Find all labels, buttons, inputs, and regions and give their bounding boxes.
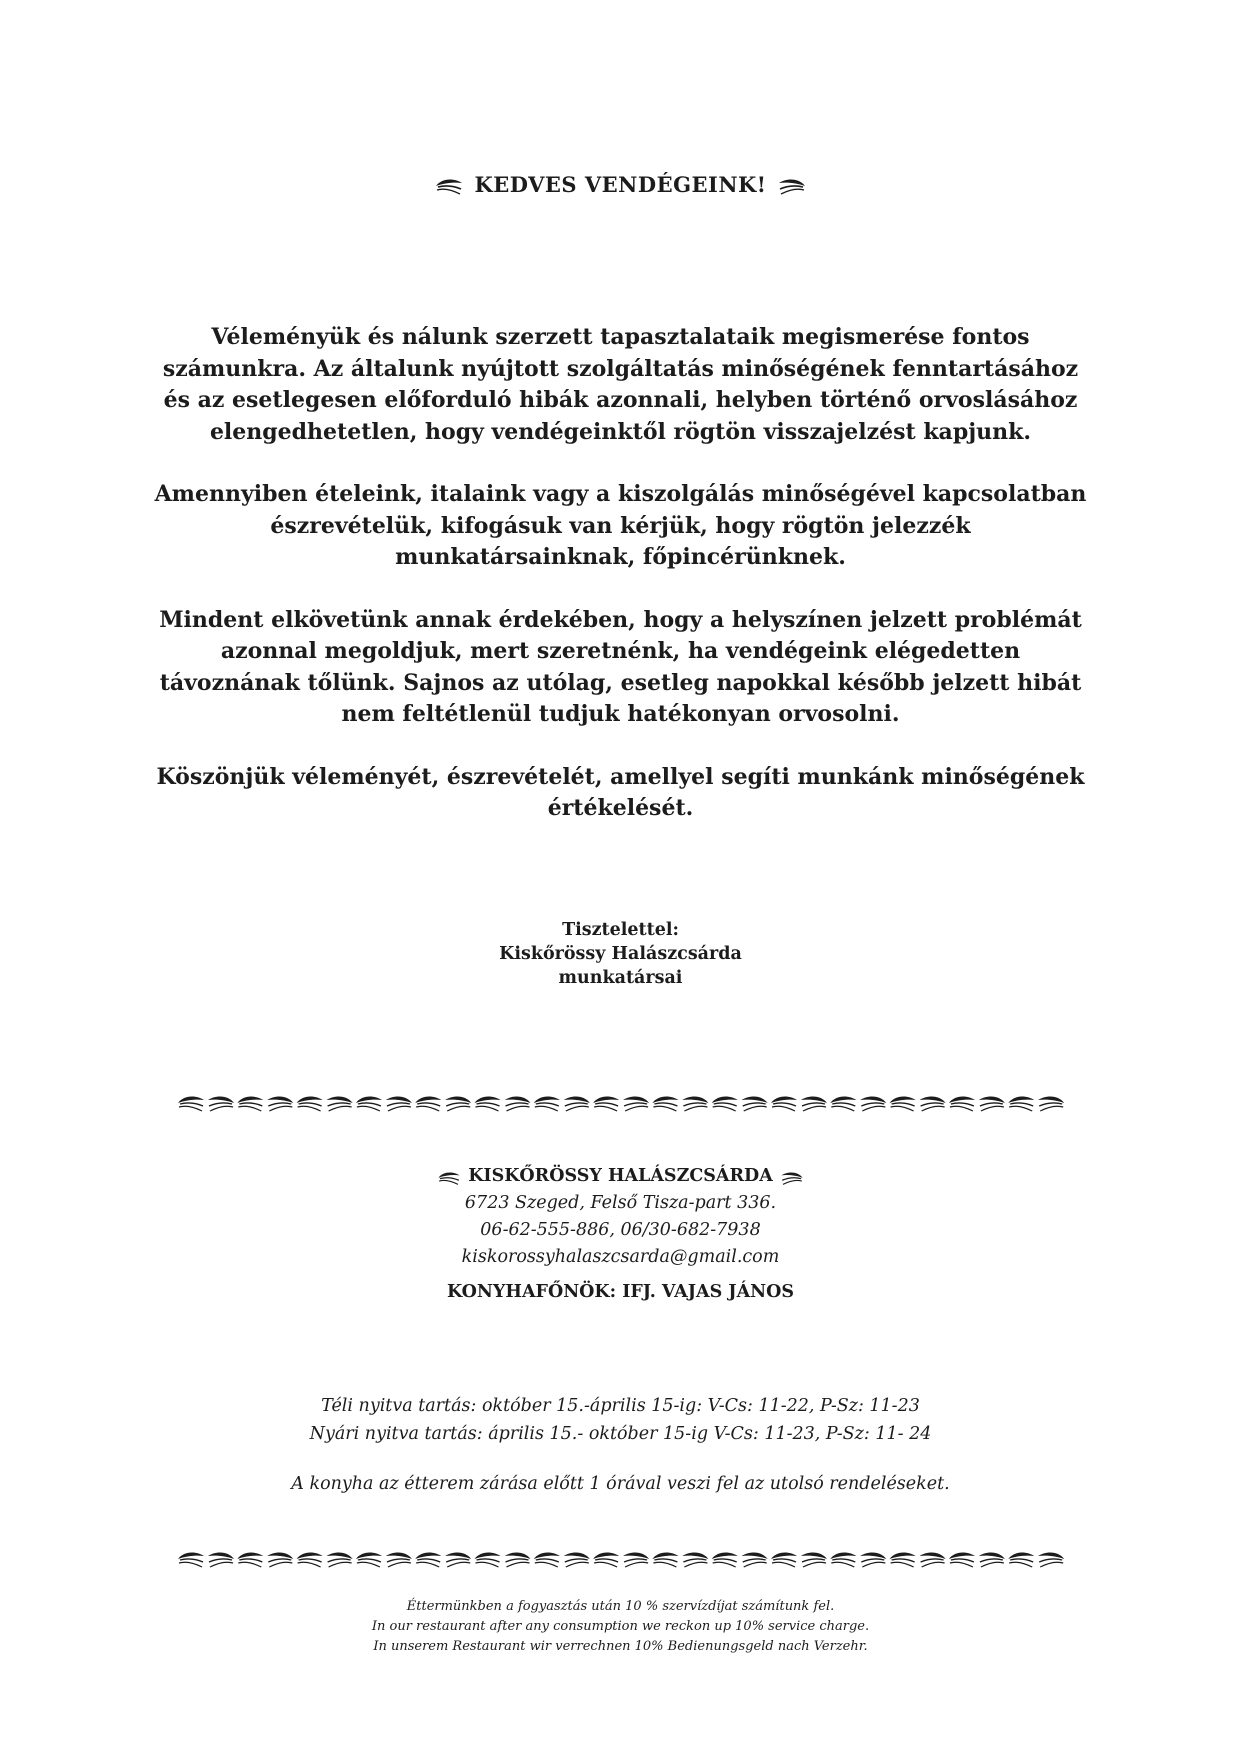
address: 6723 Szeged, Felső Tisza-part 336.: [464, 1193, 777, 1213]
service-charge-hu: Éttermünkben a fogyasztás után 10 % szervízdíjat számítunk fel.: [406, 1599, 835, 1614]
head-chef: KONYHAFŐNÖK: IFJ. VAJAS JÁNOS: [446, 1282, 795, 1302]
kitchen-note: A konyha az étterem zárása előtt 1 órával veszi fel az utolsó rendeléseket.: [291, 1474, 950, 1494]
signature-staff: munkatársai: [558, 968, 683, 988]
guest-message: [150, 322, 1091, 856]
contact-block: [0, 1163, 1241, 1271]
message-paragraph: Mindent elkövetünk annak érdekében, hogy a helyszínen jelzett problémát azonnal megoldjuk, mert szeretnénk, ha vendégeink elégedetten távoznának tőlünk. Sajnos az utólag, esetleg napokkal később jelzett hibát nem feltétlenül tudjuk hatékonyan orvosolni.: [159, 606, 1082, 727]
page-title: [0, 172, 1241, 197]
summer-hours: Nyári nyitva tartás: április 15.- október 15-ig V-Cs: 11-23, P-Sz: 11- 24: [309, 1424, 932, 1444]
email-address[interactable]: kiskorossyhalaszcsarda@gmail.com: [461, 1247, 780, 1267]
service-charge-de: In unserem Restaurant wir verrechnen 10% Bedienungsgeld nach Verzehr.: [373, 1639, 868, 1654]
service-charge-en: In our restaurant after any consumption we reckon up 10% service charge.: [371, 1619, 870, 1634]
message-paragraph: Köszönjük véleményét, észrevételét, amellyel segíti munkánk minőségének értékelését.: [156, 763, 1085, 821]
opening-hours: [0, 1392, 1241, 1448]
ornament-border-top: [176, 1089, 1066, 1117]
ornament-right-icon: [779, 1168, 805, 1186]
title-text: KEDVES VENDÉGEINK!: [474, 172, 767, 197]
service-charge-note: [0, 1597, 1241, 1657]
message-paragraph: Amennyiben ételeink, italaink vagy a kiszolgálás minőségével kapcsolatban észrevételük, kifogásuk van kérjük, hogy rögtön jelezzék munkatársainknak, főpincérünknek.: [154, 481, 1087, 570]
ornament-border-bottom: [176, 1545, 1066, 1573]
message-paragraph: Véleményük és nálunk szerzett tapasztalataik megismerése fontos számunkra. Az általunk nyújtott szolgáltatás minőségének fenntartásához és az esetlegesen előforduló hibák azonnali, helyben történő orvoslásához elengedhetetlen, hogy vendégeinktől rögtön visszajelzést kapjunk.: [162, 324, 1079, 445]
signature-greeting: Tisztelettel:: [562, 920, 679, 940]
ornament-right-icon: [777, 174, 807, 196]
restaurant-name: [0, 1163, 1241, 1190]
phone-numbers: 06-62-555-886, 06/30-682-7938: [480, 1220, 761, 1240]
ornament-left-icon: [436, 1168, 462, 1186]
winter-hours: Téli nyitva tartás: október 15.-április 15-ig: V-Cs: 11-22, P-Sz: 11-23: [321, 1396, 920, 1416]
signature-block: [0, 918, 1241, 990]
signature-restaurant: Kiskőrössy Halászcsárda: [499, 944, 742, 964]
restaurant-name-text: KISKŐRÖSSY HALÁSZCSÁRDA: [468, 1166, 773, 1186]
ornament-left-icon: [434, 174, 464, 196]
